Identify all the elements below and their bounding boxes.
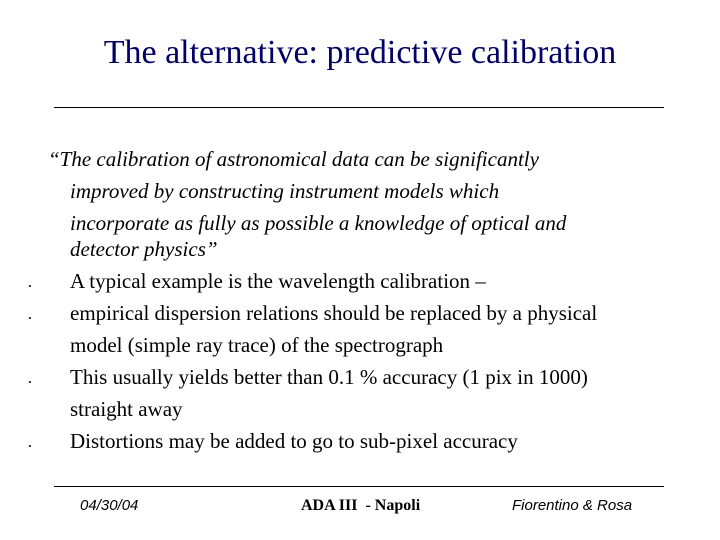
bullet-marker-icon xyxy=(29,381,33,385)
quote-line: improved by constructing instrument models which xyxy=(70,179,500,203)
footer-authors: Fiorentino & Rosa xyxy=(512,497,633,514)
quote-line: “The calibration of astronomical data can be significantly xyxy=(48,147,539,171)
footer-event: ADA III - Napoli xyxy=(301,497,421,514)
quote-line: incorporate as fully as possible a knowledge of optical and xyxy=(70,211,567,235)
bullet-item-text: empirical dispersion relations should be replaced by a physical xyxy=(70,301,598,325)
bullet-marker-icon xyxy=(29,445,33,449)
bullet-item-text: A typical example is the wavelength calibration – xyxy=(70,269,486,293)
bullet-item-text: This usually yields better than 0.1 % accuracy (1 pix in 1000) xyxy=(70,365,588,389)
bullet-item-text: model (simple ray trace) of the spectrograph xyxy=(70,333,444,357)
quote-line: detector physics” xyxy=(70,237,218,261)
footer-divider xyxy=(54,486,664,487)
slide-footer xyxy=(0,497,720,521)
footer-date: 04/30/04 xyxy=(80,497,139,514)
title-divider xyxy=(54,107,664,108)
bullet-item-text: straight away xyxy=(70,397,183,421)
bullet-marker-icon xyxy=(29,317,33,321)
bullet-item-text: Distortions may be added to go to sub-pixel accuracy xyxy=(70,429,518,453)
slide-title: The alternative: predictive calibration xyxy=(103,34,617,71)
bullet-marker-icon xyxy=(29,285,33,289)
